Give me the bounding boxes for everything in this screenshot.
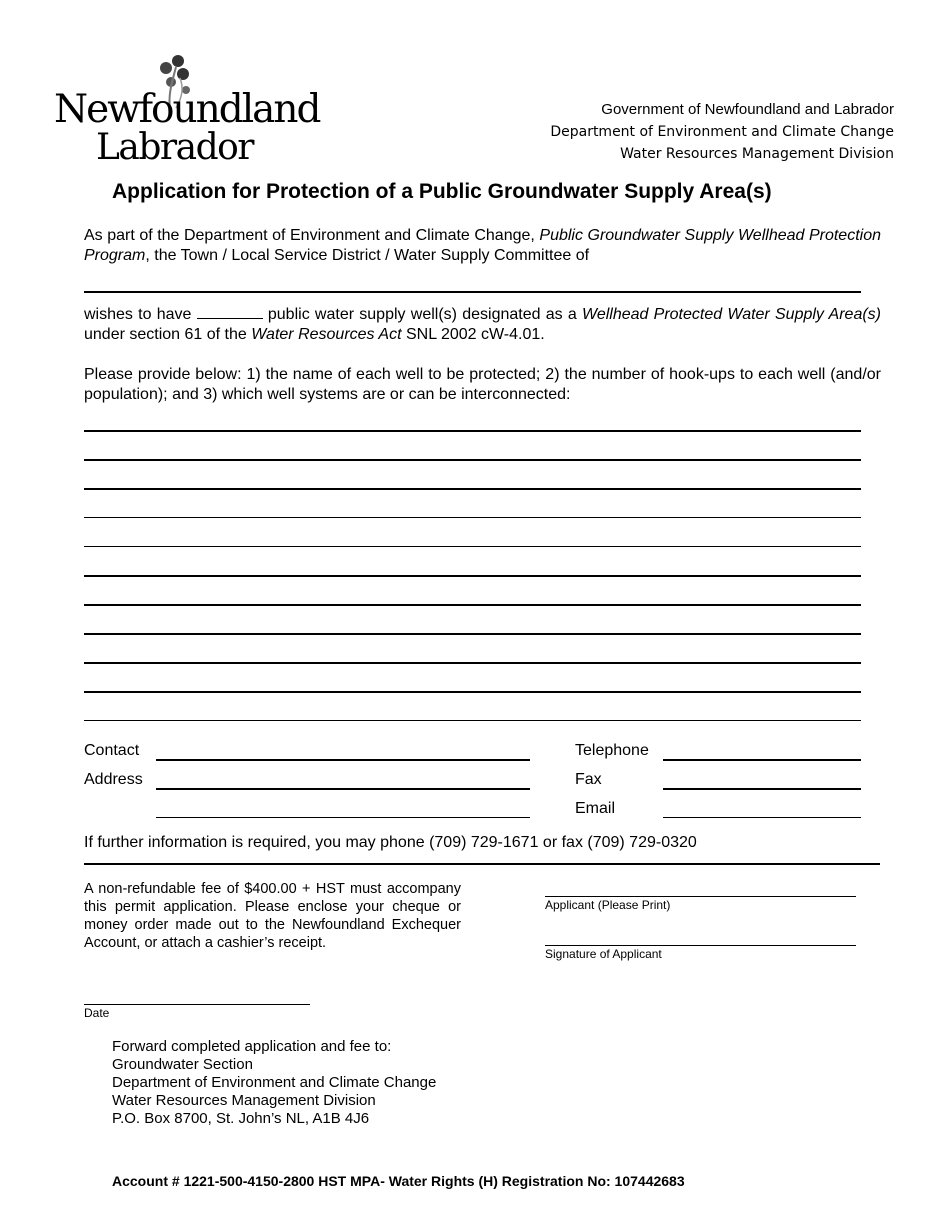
well-info-line[interactable] — [84, 691, 861, 693]
forward-line: P.O. Box 8700, St. John’s NL, A1B 4J6 — [112, 1110, 370, 1127]
municipality-field[interactable] — [84, 291, 861, 293]
department-name: Department of Environment and Climate Change — [550, 124, 894, 140]
well-info-line[interactable] — [84, 662, 861, 664]
address-field[interactable] — [156, 788, 530, 790]
forward-line: Forward completed application and fee to: — [112, 1038, 392, 1055]
account-number: Account # 1221-500-4150-2800 HST MPA- Water Rights (H) Registration No: 107442683 — [112, 1173, 685, 1189]
address-field-line2[interactable] — [156, 817, 530, 818]
intro-paragraph: As part of the Department of Environment and Climate Change, Public Groundwater Supply Wellhead Protection Program, the Town / Local Service District / Water Supply Committee of — [84, 227, 881, 264]
page-title: Application for Protection of a Public Groundwater Supply Area(s) — [112, 180, 772, 203]
forward-line: Water Resources Management Division — [112, 1092, 376, 1109]
forward-address-block — [112, 1038, 436, 1128]
signature-field[interactable] — [545, 945, 856, 946]
well-info-line[interactable] — [84, 633, 861, 635]
well-info-line[interactable] — [84, 430, 861, 432]
government-name: Government of Newfoundland and Labrador — [601, 101, 894, 118]
fee-paragraph: A non-refundable fee of $400.00 + HST must accompany this permit application. Please enclose your cheque or money order made out to the Newfoundland Exchequer Account, or attach a cashier’s receipt. — [84, 881, 461, 951]
telephone-label: Telephone — [575, 742, 649, 759]
applicant-label: Applicant (Please Print) — [545, 898, 671, 912]
email-field[interactable] — [663, 817, 861, 818]
date-label: Date — [84, 1006, 110, 1020]
instructions-paragraph: Please provide below: 1) the name of each well to be protected; 2) the number of hook-ups to each well (and/or population); and 3) which well systems are or can be interconnected: — [84, 366, 881, 403]
division-name: Water Resources Management Division — [620, 146, 894, 162]
well-info-line[interactable] — [84, 720, 861, 721]
telephone-field[interactable] — [663, 759, 861, 761]
well-count-field[interactable] — [197, 304, 263, 319]
contact-label: Contact — [84, 742, 140, 759]
wishes-paragraph: wishes to have public water supply well(s) designated as a Wellhead Protected Water Supply Area(s) under section 61 of the Water Resources Act SNL 2002 cW-4.01. — [84, 306, 882, 343]
well-info-line[interactable] — [84, 517, 861, 518]
well-info-line[interactable] — [84, 488, 861, 490]
date-field[interactable] — [84, 1004, 310, 1005]
well-info-line[interactable] — [84, 604, 861, 606]
section-divider — [84, 863, 880, 865]
contact-field[interactable] — [156, 759, 530, 761]
well-info-line[interactable] — [84, 575, 861, 577]
fax-label: Fax — [575, 771, 602, 788]
fax-field[interactable] — [663, 788, 861, 790]
forward-line: Groundwater Section — [112, 1056, 253, 1073]
forward-line: Department of Environment and Climate Change — [112, 1074, 437, 1091]
further-info-text: If further information is required, you may phone (709) 729-1671 or fax (709) 729-0320 — [84, 834, 697, 851]
signature-label: Signature of Applicant — [545, 947, 662, 961]
logo-labrador: Labrador — [96, 127, 254, 168]
email-label: Email — [575, 800, 616, 817]
applicant-name-field[interactable] — [545, 896, 856, 897]
address-label: Address — [84, 771, 143, 788]
logo-newfoundland: Newfoundland — [54, 87, 320, 132]
well-info-line[interactable] — [84, 546, 861, 547]
well-info-line[interactable] — [84, 459, 861, 461]
